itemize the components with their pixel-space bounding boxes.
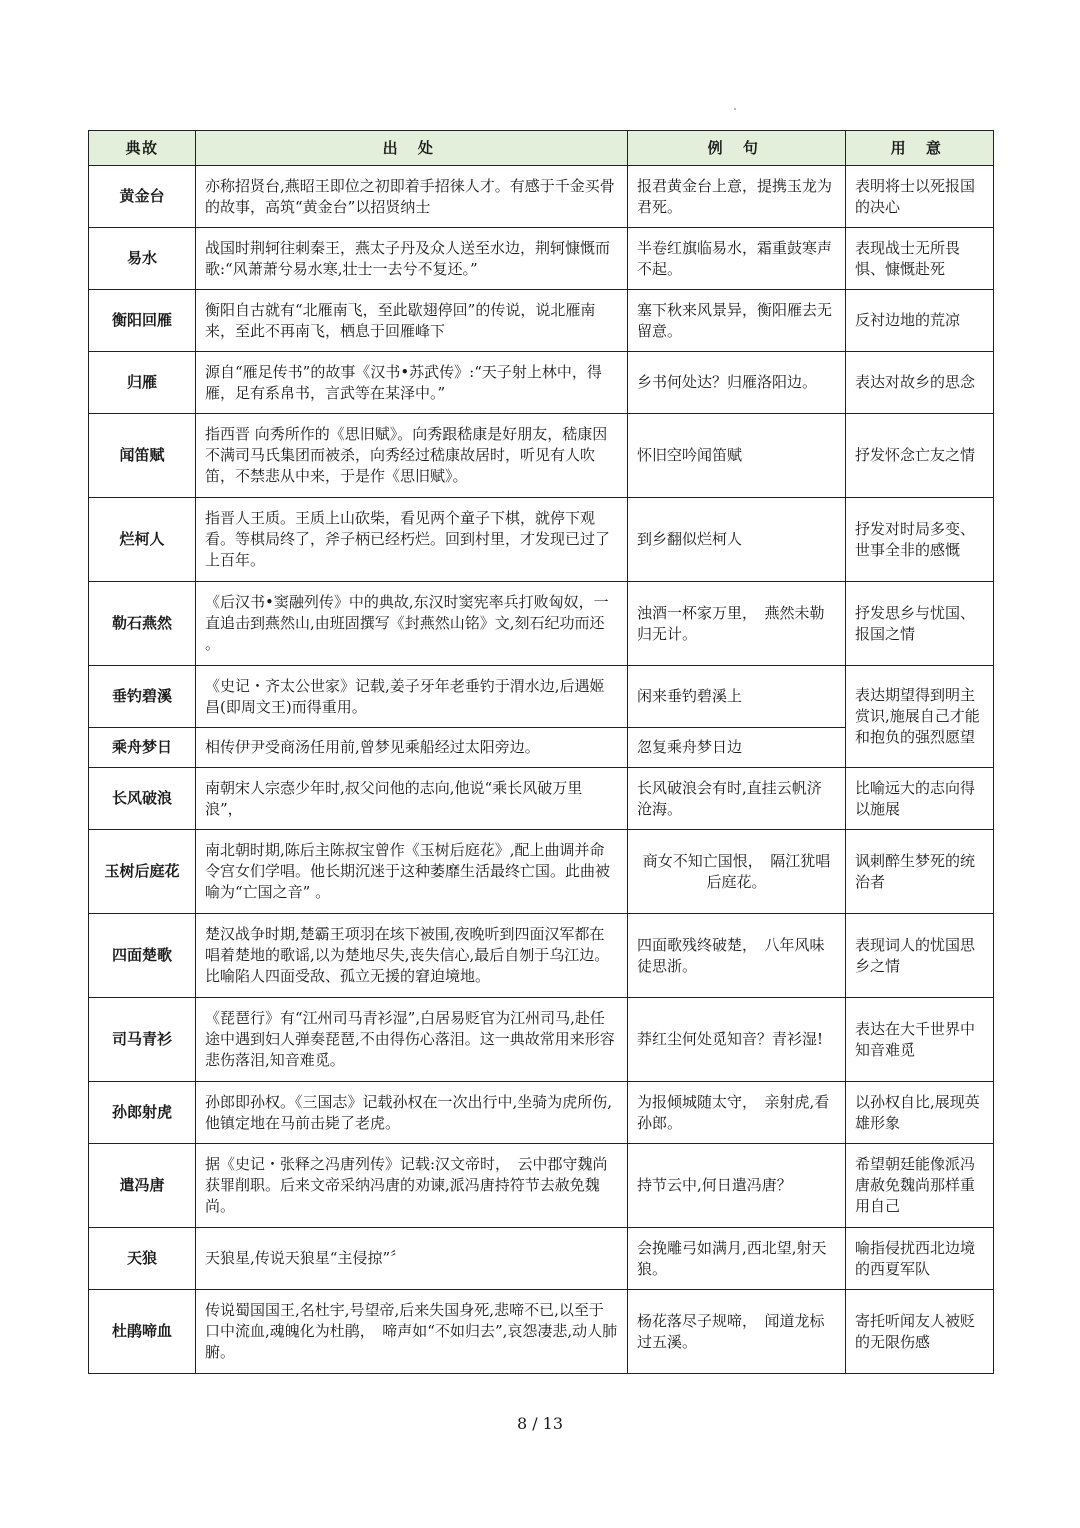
source-cell: 衡阳自古就有“北雁南飞，至此歇翅停回”的传说，说北雁南来，至此不再南飞，栖息于回雁峰下 (196, 290, 628, 352)
example-cell: 到乡翻似烂柯人 (628, 498, 846, 582)
table-row (89, 228, 994, 290)
source-cell: 《史记・齐太公世家》记载,姜子牙年老垂钓于渭水边,后遇姬昌(即周文王)而得重用。 (196, 666, 628, 728)
example-cell: 会挽雕弓如满月,西北望,射天狼。 (628, 1228, 846, 1290)
table-row (89, 830, 994, 914)
term-cell: 勒石燕然 (89, 582, 196, 666)
source-cell: 孙郎即孙权。《三国志》记载孙权在一次出行中,坐骑为虎所伤,他镇定地在马前击毙了老虎。 (196, 1082, 628, 1144)
example-cell: 怀旧空吟闻笛赋 (628, 414, 846, 498)
meaning-cell: 讽刺醉生梦死的统治者 (846, 830, 994, 914)
example-cell: 乡书何处达？归雁洛阳边。 (628, 352, 846, 414)
example-cell: 浊酒一杯家万里， 燕然未勒归无计。 (628, 582, 846, 666)
example-cell: 商女不知亡国恨， 隔江犹唱后庭花。 (628, 830, 846, 914)
table-row (89, 498, 994, 582)
example-cell: 报君黄金台上意，提携玉龙为君死。 (628, 166, 846, 228)
page-number: 8 / 13 (516, 1414, 564, 1433)
meaning-cell: 反衬边地的荒凉 (846, 290, 994, 352)
meaning-cell: 表达期望得到明主赏识,施展自己才能和抱负的强烈愿望 (846, 666, 994, 768)
allusion-table (88, 130, 994, 1374)
table-row (89, 1290, 994, 1374)
table-row (89, 352, 994, 414)
term-cell: 天狼 (89, 1228, 196, 1290)
term-cell: 归雁 (89, 352, 196, 414)
example-cell: 忽复乘舟梦日边 (628, 728, 846, 768)
table-row (89, 166, 994, 228)
table-row (89, 1082, 994, 1144)
example-cell: 塞下秋来风景异，衡阳雁去无留意。 (628, 290, 846, 352)
term-cell: 闻笛赋 (89, 414, 196, 498)
meaning-cell: 以孙权自比,展现英雄形象 (846, 1082, 994, 1144)
term-cell: 玉树后庭花 (89, 830, 196, 914)
header-example: 例 句 (628, 131, 846, 166)
meaning-cell: 比喻远大的志向得以施展 (846, 768, 994, 830)
term-cell: 易水 (89, 228, 196, 290)
source-cell: 南北朝时期,陈后主陈叔宝曾作《玉树后庭花》,配上曲调并命令宫女们学唱。他长期沉迷于这种萎靡生活最终亡国。此曲被喻为“亡国之音” 。 (196, 830, 628, 914)
example-cell: 为报倾城随太守， 亲射虎,看孙郎。 (628, 1082, 846, 1144)
example-cell: 莽红尘何处觅知音？青衫湿! (628, 998, 846, 1082)
meaning-cell: 表达在大千世界中知音难觅 (846, 998, 994, 1082)
example-cell: 持节云中,何日遣冯唐？ (628, 1144, 846, 1228)
source-cell: 指西晋 向秀所作的《思旧赋》。向秀跟嵇康是好朋友，嵇康因不满司马氏集团而被杀，向秀经过嵇康故居时，听见有人吹笛，不禁悲从中来，于是作《思旧赋》。 (196, 414, 628, 498)
term-cell: 长风破浪 (89, 768, 196, 830)
meaning-cell: 抒发思乡与忧国、报国之情 (846, 582, 994, 666)
source-cell: 南朝宋人宗悫少年时,叔父问他的志向,他说“乘长风破万里浪”， (196, 768, 628, 830)
table-row (89, 666, 994, 728)
table-row (89, 998, 994, 1082)
meaning-cell: 寄托听闻友人被贬的无限伤感 (846, 1290, 994, 1374)
source-cell: 《琵琶行》有“江州司马青衫湿”,白居易贬官为江州司马,赴任途中遇到妇人弹奏琵琶,不由得伤心落泪。这一典故常用来形容悲伤落泪,知音难觅。 (196, 998, 628, 1082)
source-cell: 相传伊尹受商汤任用前,曾梦见乘船经过太阳旁边。 (196, 728, 628, 768)
source-cell: 源自“雁足传书”的故事《汉书•苏武传》:“天子射上林中，得雁，足有系帛书，言武等在某泽中。” (196, 352, 628, 414)
example-cell: 长风破浪会有时,直挂云帆济沧海。 (628, 768, 846, 830)
meaning-cell: 抒发怀念亡友之情 (846, 414, 994, 498)
header-meaning: 用 意 (846, 131, 994, 166)
header-source: 出 处 (196, 131, 628, 166)
term-cell: 孙郎射虎 (89, 1082, 196, 1144)
source-cell: 《后汉书•窦融列传》中的典故,东汉时窦宪率兵打败匈奴，一直追击到燕然山,由班固撰写《封燕然山铭》文,刻石纪功而还 。 (196, 582, 628, 666)
source-cell: 天狼星,传说天狼星“主侵掠”〞 (196, 1228, 628, 1290)
table-row (89, 1144, 994, 1228)
term-cell: 四面楚歌 (89, 914, 196, 998)
example-cell: 杨花落尽子规啼， 闻道龙标过五溪。 (628, 1290, 846, 1374)
header-allusion: 典故 (89, 131, 196, 166)
term-cell: 烂柯人 (89, 498, 196, 582)
meaning-cell: 表达对故乡的思念 (846, 352, 994, 414)
source-cell: 据《史记・张释之冯唐列传》记载:汉文帝时， 云中郡守魏尚获罪削职。后来文帝采纳冯唐的劝谏,派冯唐持符节去赦免魏尚。 (196, 1144, 628, 1228)
meaning-cell: 喻指侵扰西北边境的西夏军队 (846, 1228, 994, 1290)
term-cell: 垂钓碧溪 (89, 666, 196, 728)
source-cell: 指晋人王质。王质上山砍柴，看见两个童子下棋，就停下观看。等棋局终了，斧子柄已经朽烂。回到村里，才发现已过了上百年。 (196, 498, 628, 582)
meaning-cell: 表明将士以死报国的决心 (846, 166, 994, 228)
source-cell: 楚汉战争时期,楚霸王项羽在垓下被围,夜晚听到四面汉军都在唱着楚地的歌谣,以为楚地尽失,丧失信心,最后自刎于乌江边。比喻陷人四面受敌、孤立无援的窘迫境地。 (196, 914, 628, 998)
meaning-cell: 抒发对时局多变、世事全非的感慨 (846, 498, 994, 582)
term-cell: 杜鹃啼血 (89, 1290, 196, 1374)
term-cell: 乘舟梦日 (89, 728, 196, 768)
meaning-cell: 表现词人的忧国思乡之情 (846, 914, 994, 998)
term-cell: 司马青衫 (89, 998, 196, 1082)
table-row (89, 1228, 994, 1290)
term-cell: 遣冯唐 (89, 1144, 196, 1228)
meaning-cell: 希望朝廷能像派冯唐赦免魏尚那样重用自己 (846, 1144, 994, 1228)
source-cell: 亦称招贤台,燕昭王即位之初即着手招徕人才。有感于千金买骨的故事，高筑“黄金台”以招贤纳士 (196, 166, 628, 228)
source-cell: 战国时荆轲往刺秦王，燕太子丹及众人送至水边，荆轲慷慨而歌:“风萧萧兮易水寒,壮士一去兮不复还。” (196, 228, 628, 290)
scan-dot (734, 108, 736, 110)
table-row (89, 914, 994, 998)
table-row (89, 414, 994, 498)
table-row (89, 582, 994, 666)
example-cell: 闲来垂钓碧溪上 (628, 666, 846, 728)
table-row (89, 290, 994, 352)
example-cell: 四面歌残终破楚， 八年风味徒思浙。 (628, 914, 846, 998)
source-cell: 传说蜀国国王,名杜宇,号望帝,后来失国身死,悲啼不已,以至于口中流血,魂魄化为杜鹃， 啼声如“不如归去”,哀怨凄悲,动人肺腑。 (196, 1290, 628, 1374)
term-cell: 衡阳回雁 (89, 290, 196, 352)
meaning-cell: 表现战士无所畏惧、慷慨赴死 (846, 228, 994, 290)
table-row (89, 768, 994, 830)
term-cell: 黄金台 (89, 166, 196, 228)
table-header-row (89, 131, 994, 166)
example-cell: 半卷红旗临易水，霜重鼓寒声不起。 (628, 228, 846, 290)
